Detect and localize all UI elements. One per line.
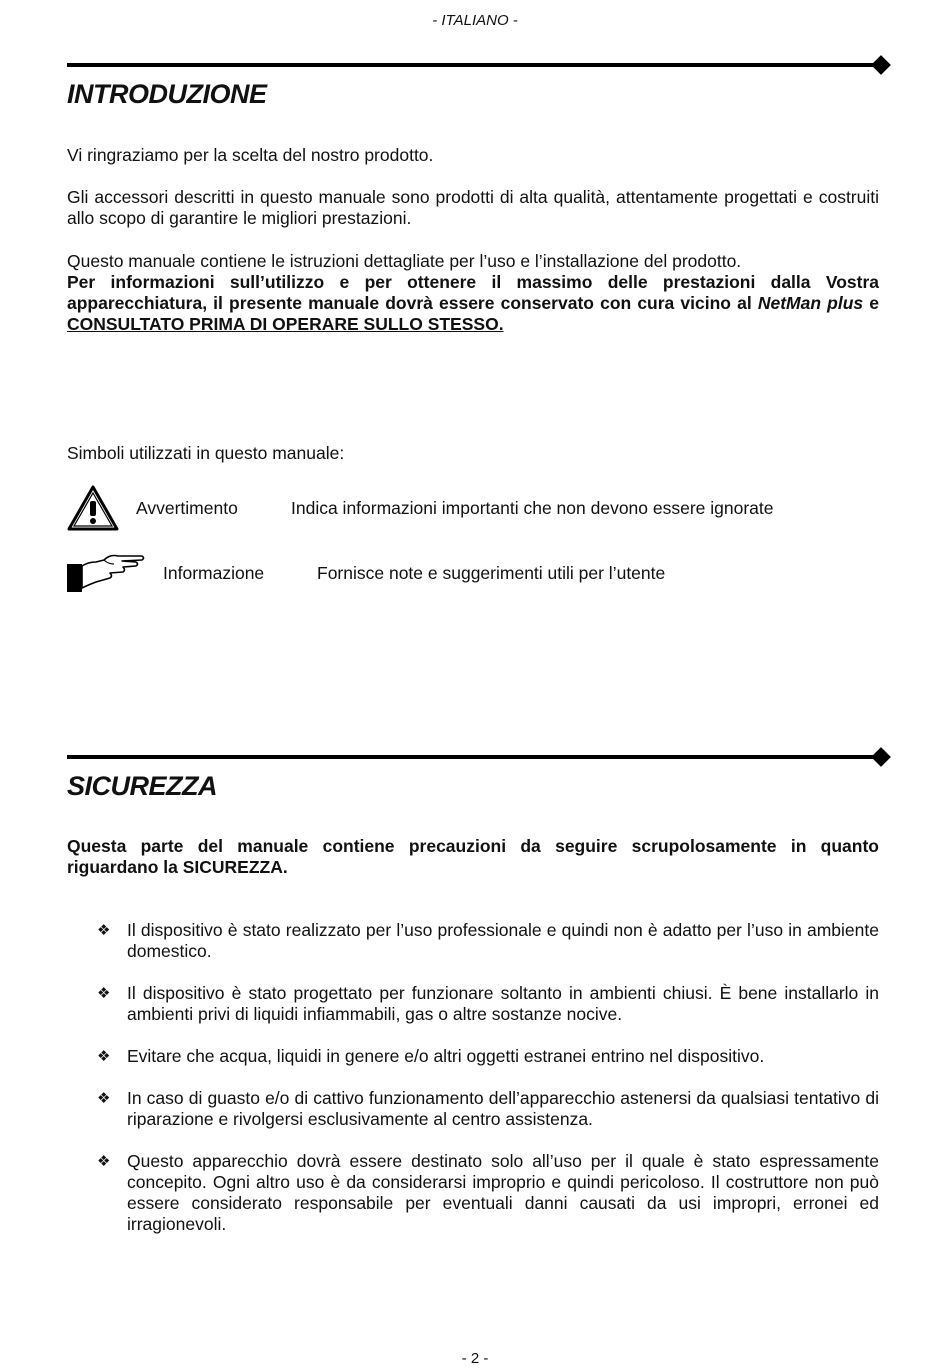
safety-item-text: In caso di guasto e/o di cattivo funzionamento dell’apparecchio astenersi da qualsiasi tentativo di riparazione e rivolgersi esclusivamente al centro assistenza. xyxy=(127,1088,879,1129)
list-item xyxy=(97,1088,879,1130)
page-number: - 2 - xyxy=(461,1350,489,1367)
intro-paragraph-instructions: Questo manuale contiene le istruzioni dettagliate per l’uso e l’installazione del prodotto. xyxy=(67,251,742,271)
bullet-diamond-icon: ❖ xyxy=(97,1048,111,1065)
divider-diamond-icon xyxy=(871,55,891,75)
symbol-name-warning: Avvertimento xyxy=(136,498,238,518)
consult-warning: CONSULTATO PRIMA DI OPERARE SULLO STESSO. xyxy=(67,314,504,334)
bullet-diamond-icon: ❖ xyxy=(97,985,111,1002)
safety-title: SICUREZZA xyxy=(67,771,217,801)
list-item xyxy=(97,983,879,1025)
list-item xyxy=(97,1046,879,1067)
list-item xyxy=(97,1151,879,1235)
divider-diamond-icon xyxy=(871,747,891,767)
bullet-diamond-icon: ❖ xyxy=(97,922,111,939)
bullet-diamond-icon: ❖ xyxy=(97,1153,111,1170)
list-item xyxy=(97,920,879,962)
safety-intro: Questa parte del manuale contiene precauzioni da seguire scrupolosamente in quanto riguardano la SICUREZZA. xyxy=(67,836,879,877)
safety-item-text: Questo apparecchio dovrà essere destinato solo all’uso per il quale è stato espressamente concepito. Ogni altro uso è da considerarsi improprio e quindi pericoloso. Il costruttore non può essere considerato responsabile per eventuali danni causati da usi impropri, erronei ed irragionevoli. xyxy=(127,1151,879,1234)
intro-paragraph-quality: Gli accessori descritti in questo manuale sono prodotti di alta qualità, attentamente progettati e costruiti allo scopo di garantire le migliori prestazioni. xyxy=(67,187,879,228)
safety-item-text: Il dispositivo è stato realizzato per l’uso professionale e quindi non è adatto per l’uso in ambiente domestico. xyxy=(127,920,879,961)
symbol-description-warning: Indica informazioni importanti che non devono essere ignorate xyxy=(291,498,774,518)
section-divider-intro xyxy=(67,63,875,67)
conjunction-text: e xyxy=(869,293,879,313)
symbol-description-info: Fornisce note e suggerimenti utili per l’utente xyxy=(317,563,666,583)
symbols-heading: Simboli utilizzati in questo manuale: xyxy=(67,443,345,463)
keep-manual-text: Per informazioni sull’utilizzo e per ottenere il massimo delle prestazioni dalla Vostra apparecchiatura, il presente manuale dovrà essere conservato con cura vicino al xyxy=(67,272,879,313)
bullet-diamond-icon: ❖ xyxy=(97,1090,111,1107)
product-name: NetMan plus xyxy=(757,293,864,313)
safety-item-text: Evitare che acqua, liquidi in genere e/o altri oggetti estranei entrino nel dispositivo. xyxy=(127,1046,765,1066)
page-header-language: - ITALIANO - xyxy=(432,12,518,29)
pointing-hand-icon xyxy=(66,552,146,596)
section-divider-safety xyxy=(67,755,875,759)
intro-title: INTRODUZIONE xyxy=(67,79,267,109)
safety-item-text: Il dispositivo è stato progettato per funzionare soltanto in ambienti chiusi. È bene installarlo in ambienti privi di liquidi infiammabili, gas o altre sostanze nocive. xyxy=(127,983,879,1024)
symbol-name-info: Informazione xyxy=(163,563,265,583)
intro-paragraph-thanks: Vi ringraziamo per la scelta del nostro prodotto. xyxy=(67,145,434,165)
intro-paragraph-keep-manual xyxy=(67,272,879,335)
warning-triangle-icon xyxy=(67,485,119,531)
